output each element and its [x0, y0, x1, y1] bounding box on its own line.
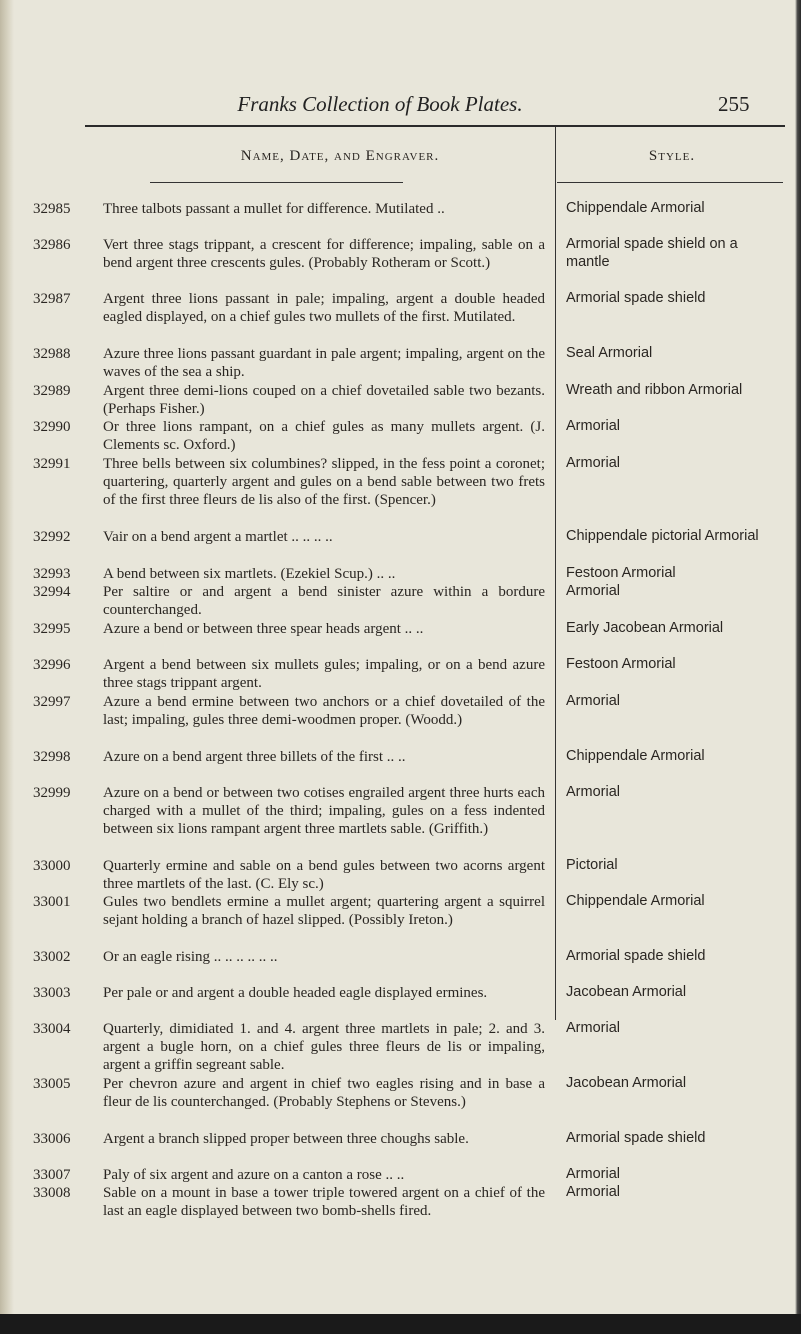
entry-number: 33006 — [33, 1131, 71, 1147]
entry-description: Vair on a bend argent a martlet .. .. .. .. — [103, 529, 333, 545]
entry-description: Per chevron azure and argent in chief two eagles rising and in base a fleur de lis counterchanged. (Probably Stephens or Stevens.) — [103, 1076, 545, 1110]
entry-style: Armorial — [566, 1184, 620, 1200]
page-right-edge — [795, 0, 801, 1334]
entry-description: Per pale or and argent a double headed eagle displayed ermines. — [103, 985, 488, 1001]
entry-number: 32999 — [33, 785, 71, 801]
entry-number: 33005 — [33, 1076, 71, 1092]
entry-style: Seal Armorial — [566, 345, 653, 361]
entry-style: Festoon Armorial — [566, 656, 676, 672]
entry-number: 33003 — [33, 985, 71, 1001]
entry-description: Azure three lions passant guardant in pale argent; impaling, argent on the waves of the sea a ship. — [103, 346, 545, 380]
entry-description: Gules two bendlets ermine a mullet argent; quartering argent a squirrel sejant holding a branch of hazel slipped. (Possibly Ireton.) — [103, 894, 545, 928]
entry-style: Armorial — [566, 583, 620, 599]
entry-style: Chippendale Armorial — [566, 748, 705, 764]
entry-description: Argent three demi-lions couped on a chief dovetailed sable two bezants. (Perhaps Fisher.) — [103, 383, 545, 417]
entry-description: Vert three stags trippant, a crescent for difference; impaling, sable on a bend argent three crescents gules. (Probably Rotheram or Scott.) — [103, 237, 545, 271]
page-number: 255 — [718, 92, 750, 116]
entry-description: Argent a branch slipped proper between three choughs sable. — [103, 1131, 469, 1147]
header-underline-style — [557, 182, 783, 183]
entry-description: Three bells between six columbines? slipped, in the fess point a coronet; quartering, quarterly argent and gules on a bend sable between two frets of the first three fleurs de lis also of the first. (Spencer.) — [103, 456, 545, 508]
entry-style: Jacobean Armorial — [566, 1075, 687, 1091]
entry-description: Argent three lions passant in pale; impaling, argent a double headed eagled displayed, on a chief gules two mullets of the first. Mutilated. — [103, 291, 545, 325]
entry-description: Per saltire or and argent a bend sinister azure within a bordure counterchanged. — [103, 584, 545, 618]
entry-number: 32994 — [33, 584, 71, 600]
entry-number: 33000 — [33, 858, 71, 874]
entry-style: Armorial spade shield — [566, 1130, 706, 1146]
entry-number: 32986 — [33, 237, 71, 253]
entry-style: Armorial — [566, 784, 620, 800]
entry-number: 32993 — [33, 566, 71, 582]
entry-style: Armorial — [566, 1166, 620, 1182]
entry-style: Armorial — [566, 1020, 620, 1036]
page-binding-edge — [0, 0, 14, 1334]
entry-number: 32996 — [33, 657, 71, 673]
entry-style: Chippendale pictorial Armorial — [566, 528, 759, 544]
entry-number: 33007 — [33, 1167, 71, 1183]
column-header-name: Name, Date, and Engraver. — [240, 148, 440, 164]
entry-style: Wreath and ribbon Armorial — [566, 382, 743, 398]
entry-style: Pictorial — [566, 857, 618, 873]
column-header-style: Style. — [648, 148, 696, 164]
entry-style: Armorial spade shield — [566, 948, 706, 964]
entry-number: 32985 — [33, 201, 71, 217]
entry-style: Festoon Armorial — [566, 565, 676, 581]
entry-number: 32987 — [33, 291, 71, 307]
entry-number: 33004 — [33, 1021, 71, 1037]
entry-number: 33001 — [33, 894, 71, 910]
entry-description: Azure a bend ermine between two anchors or a chief dovetailed of the last; impaling, gules three demi-woodmen proper. (Woodd.) — [103, 694, 545, 728]
entry-number: 33002 — [33, 949, 71, 965]
entry-style: Jacobean Armorial — [566, 984, 687, 1000]
entry-description: Quarterly ermine and sable on a bend gules between two acorns argent three martlets of the last. (C. Ely sc.) — [103, 858, 545, 892]
entry-description: Azure a bend or between three spear heads argent .. .. — [103, 621, 424, 637]
entry-description: Azure on a bend argent three billets of the first .. .. — [103, 749, 406, 765]
entry-description: Three talbots passant a mullet for difference. Mutilated .. — [103, 201, 445, 217]
entry-style: Armorial spade shield — [566, 290, 706, 306]
entry-number: 32991 — [33, 456, 71, 472]
entry-description: Azure on a bend or between two cotises engrailed argent three hurts each charged with a mullet of the third; impaling, gules on a fess indented between six lions rampant argent three martlets sable. (Griffith.) — [103, 785, 545, 837]
entry-description: Or three lions rampant, on a chief gules as many mullets argent. (J. Clements sc. Oxford.) — [103, 419, 545, 453]
entry-style: Chippendale Armorial — [566, 200, 705, 216]
entry-style: Armorial — [566, 418, 620, 434]
entry-description: A bend between six martlets. (Ezekiel Scup.) .. .. — [103, 566, 396, 582]
entry-number: 32989 — [33, 383, 71, 399]
top-rule — [85, 125, 785, 127]
entry-style: Chippendale Armorial — [566, 893, 705, 909]
entry-style: Early Jacobean Armorial — [566, 620, 724, 636]
entry-number: 32992 — [33, 529, 71, 545]
entry-description: Quarterly, dimidiated 1. and 4. argent three martlets in pale; 2. and 3. argent a bugle horn, on a chief gules three fleurs de lis or impaling, argent a griffin segreant sable. — [103, 1021, 545, 1073]
entry-number: 32995 — [33, 621, 71, 637]
entry-number: 32998 — [33, 749, 71, 765]
entry-number: 32988 — [33, 346, 71, 362]
entry-description: Or an eagle rising .. .. .. .. .. .. — [103, 949, 278, 965]
entry-description: Argent a bend between six mullets gules; impaling, or on a bend azure three stags trippant argent. — [103, 657, 545, 691]
bottom-scan-edge — [0, 1314, 801, 1334]
entry-number: 33008 — [33, 1185, 71, 1201]
header-underline — [150, 182, 403, 183]
entry-style: Armorial spade shield on a mantle — [566, 236, 738, 270]
entry-description: Paly of six argent and azure on a canton a rose .. .. — [103, 1167, 405, 1183]
entry-description: Sable on a mount in base a tower triple towered argent on a chief of the last an eagle displayed between two bomb-shells fired. — [103, 1185, 545, 1219]
column-divider — [555, 127, 556, 1020]
running-head: Franks Collection of Book Plates. — [237, 92, 523, 116]
entry-number: 32990 — [33, 419, 71, 435]
entry-style: Armorial — [566, 693, 620, 709]
entry-style: Armorial — [566, 455, 620, 471]
entry-number: 32997 — [33, 694, 71, 710]
